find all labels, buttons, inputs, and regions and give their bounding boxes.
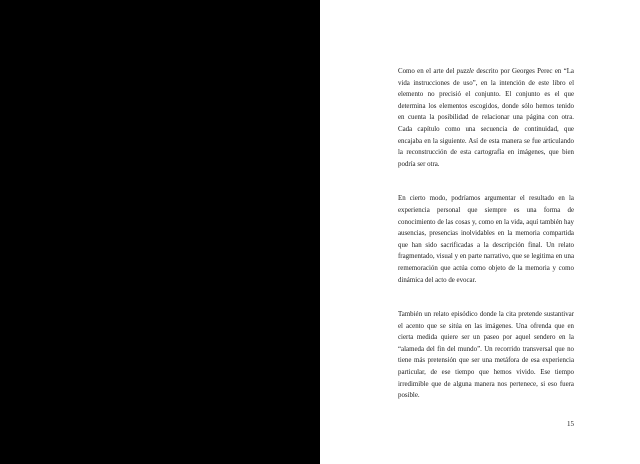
paragraph-3: También un relato episódico donde la cita pretende sustantivar el acento que se sitúa en las imágenes. Una ofrenda que en cierta medida quiere ser un paseo por aquel sendero en la “alameda del fin del mundo”. Un recorrido transversal que no tiene más pretensión que ser una metáfora de esa experiencia particular, de ese tiempo que hemos vivido. Ese tiempo irredimible que de alguna manera nos pertenece, si eso fuera posible. (398, 311, 574, 400)
paragraph-1-start: Como en el arte del (398, 68, 457, 75)
paragraph-1-italic-word: puzzle (456, 68, 474, 75)
paragraph-1-rest: descrito por Georges Perec en “La vida instrucciones de uso”, en la intención de este libro el elemento no precisió el conjunto. El conjunto es el que determina los elementos escogidos, donde sólo hemos tenido en cuenta la posibilidad de relacionar una página con otra. Cada capítulo como una secuencia de continuidad, que encajaba en la siguiente. Así de esta manera se fue articulando la reconstrucción de esta cartografía en imágenes, que bien podría ser otra. (398, 68, 574, 168)
paragraph-2: En cierto modo, podríamos argumentar el resultado en la experiencia personal que siempre es una forma de conocimiento de las cosas y, como en la vida, aquí también hay ausencias, presencias inolvidables en la memoria compartida que han sido sacrificadas a la descripción final. Un relato fragmentado, visual y en parte narrativo, que se legitima en una rememoración que actúa como objeto de la memoria y como dinámica del acto de evocar. (398, 195, 574, 284)
page-number: 15 (567, 420, 574, 428)
body-text (398, 66, 574, 402)
paragraph-1 (398, 66, 574, 170)
